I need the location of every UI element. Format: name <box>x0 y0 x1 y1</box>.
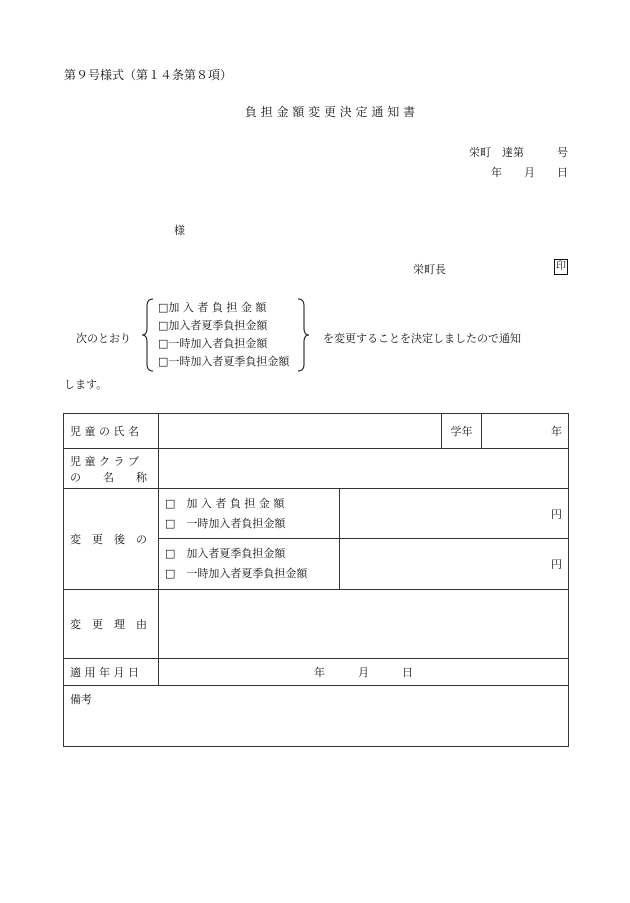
club-name-field <box>159 449 569 489</box>
grade-label: 学年 <box>442 414 482 449</box>
seal-box: 印 <box>554 259 568 275</box>
remarks-row <box>64 686 569 747</box>
notice-outro: を変更することを決定しましたので通知 <box>323 332 521 345</box>
left-brace <box>141 298 155 372</box>
amount-options-group-1 <box>159 489 340 539</box>
amount-option-participant-summer: □ 加入者夏季負担金額 <box>165 547 286 560</box>
reason-row <box>64 590 569 659</box>
after-change-label: 変 更 後 の <box>64 489 159 590</box>
effective-date-field: 年 月 日 <box>159 659 569 686</box>
reason-label: 変 更 理 由 <box>64 590 159 659</box>
notice-intro: 次のとおり <box>76 332 131 345</box>
amount-type-options <box>158 299 289 371</box>
amount-options-group-2 <box>159 539 340 590</box>
option-temporary-amount: □一時加入者負担金額 <box>158 337 268 350</box>
grade-field: 年 <box>482 414 569 449</box>
notice-table <box>63 413 569 747</box>
amount-option-participant: □ 加 入 者 負 担 金 額 <box>165 496 285 510</box>
amount-option-temporary: □ 一時加入者負担金額 <box>165 516 286 530</box>
option-temporary-summer-amount: □一時加入者夏季負担金額 <box>158 355 290 368</box>
child-name-field <box>159 414 442 449</box>
sender-mayor: 栄町長 <box>413 263 446 276</box>
form-number: 第９号様式（第１４条第８項） <box>64 68 233 82</box>
right-brace <box>296 298 310 372</box>
amount-field-2: 円 <box>340 539 569 590</box>
effective-date-row <box>64 659 569 686</box>
issuer-number-line: 栄町 達第 号 <box>469 146 568 159</box>
option-participant-summer-amount: □加入者夏季負担金額 <box>158 319 268 332</box>
amount-option-temporary-summer: □ 一時加入者夏季負担金額 <box>165 567 308 580</box>
document-title: 負 担 金 額 変 更 決 定 通 知 書 <box>244 105 416 119</box>
club-label-line1: 児 童 ク ラ ブ <box>70 454 139 468</box>
issue-date-line: 年 月 日 <box>491 166 568 179</box>
reason-field <box>159 590 569 659</box>
effective-date-label: 適 用 年 月 日 <box>64 659 159 686</box>
child-name-row <box>64 414 569 449</box>
amount-row-1 <box>64 489 569 539</box>
club-label-line2: の 名 称 <box>70 470 147 484</box>
club-name-label <box>64 449 159 489</box>
notice-tail: します。 <box>64 378 108 391</box>
amount-field-1: 円 <box>340 489 569 539</box>
remarks-label: 備考 <box>70 693 92 706</box>
club-name-row <box>64 449 569 489</box>
remarks-field <box>64 686 569 747</box>
option-participant-amount: □加 入 者 負 担 金 額 <box>158 301 267 314</box>
recipient-suffix: 様 <box>174 224 185 237</box>
child-name-label: 児 童 の 氏 名 <box>64 414 159 449</box>
